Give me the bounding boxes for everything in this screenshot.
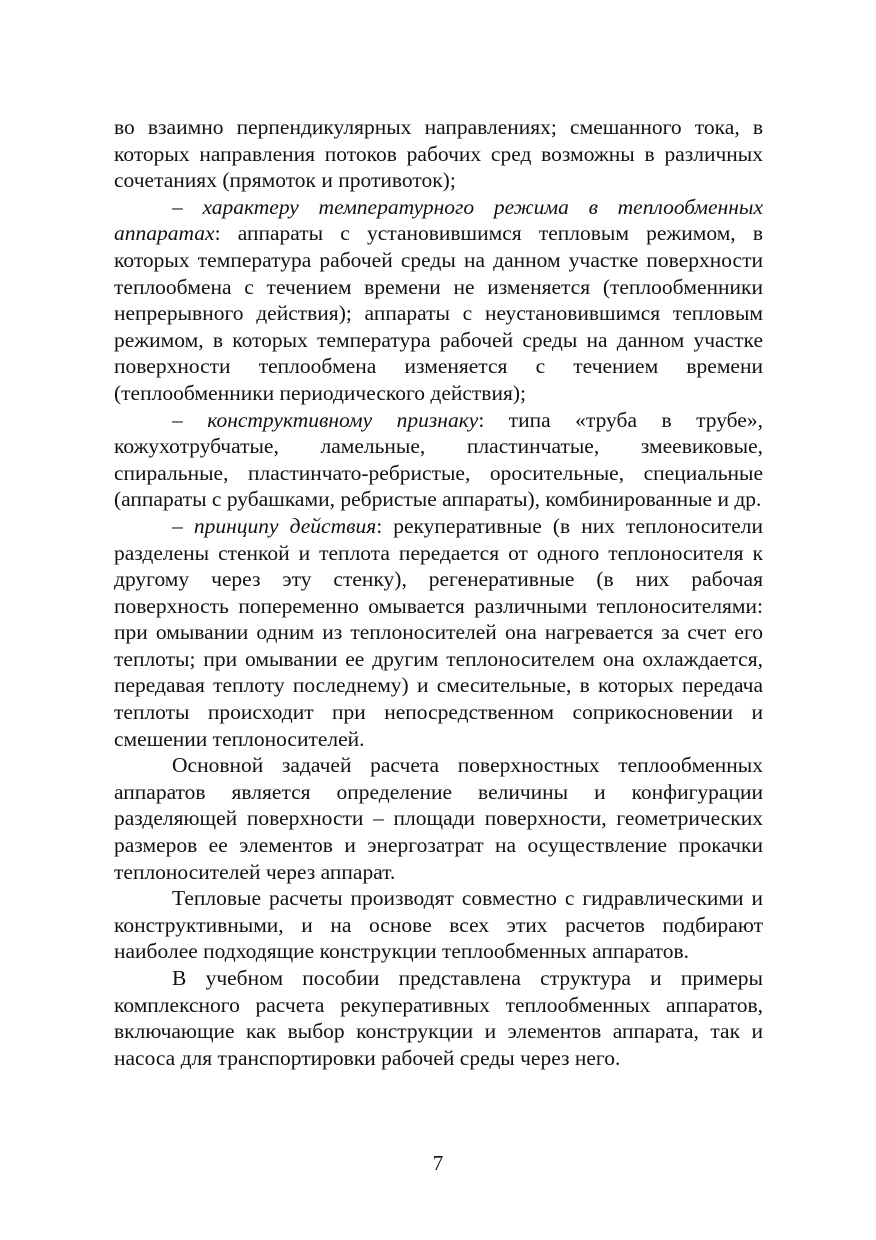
paragraph-operating-principle xyxy=(114,513,763,752)
term-operating-principle: – принципу действия xyxy=(172,513,377,538)
text-construction: : типа «труба в трубе», кожухотрубчатые, ламельные, пластинчатые, змеевиковые, спиральные, пластинчато-ребристые, оросительные, специальные (аппараты с рубашками, ребристые аппараты), комбинированные и др. xyxy=(114,407,763,512)
paragraph-flow-directions: во взаимно перпендикулярных направлениях; смешанного тока, в которых направления потоков рабочих сред возможны в различных сочетаниях (прямоток и противоток); xyxy=(114,115,763,193)
text-operating-principle: : рекуперативные (в них теплоносители разделены стенкой и теплота передается от одного теплоносителя к другому через эту стенку), регенеративные (в них рабочая поверхность попеременно омывается различными теплоносителями: при омывании одним из теплоносителей она нагревается за счет его теплоты; при омывании ее другим теплоносителем она охлаждается, передавая теплоту последнему) и смесительные, в которых передача теплоты происходит при непосредственном соприкосновении и смешении теплоносителей. xyxy=(114,513,763,751)
paragraph-temperature-regime xyxy=(114,194,763,407)
page-body xyxy=(114,114,763,1071)
paragraph-tutorial-structure: В учебном пособии представлена структура и примеры комплексного расчета рекуперативных теплообменных аппаратов, включающие как выбор конструкции и элементов аппарата, так и насоса для транспортировки рабочей среды через него. xyxy=(114,966,763,1070)
paragraph-main-task: Основной задачей расчета поверхностных теплообменных аппаратов является определение величины и конфигурации разделяющей поверхности – площади поверхности, геометрических размеров ее элементов и энергозатрат на осуществление прокачки теплоносителей через аппарат. xyxy=(114,753,763,884)
paragraph-construction xyxy=(114,407,763,513)
paragraph-thermal-calculations: Тепловые расчеты производят совместно с гидравлическими и конструктивными, и на основе всех этих расчетов подбирают наиболее подходящие конструкции теплообменных аппаратов. xyxy=(114,886,763,964)
term-temperature-regime: – характеру температурного режима в теплообменных аппаратах xyxy=(114,194,763,246)
page-number: 7 xyxy=(432,1151,444,1175)
term-construction: – конструктивному признаку xyxy=(172,407,479,432)
text-temperature-regime: : аппараты с установившимся тепловым режимом, в которых температура рабочей среды на данном участке поверхности теплообмена с течением времени не изменяется (теплообменники непрерывного действия); аппараты с неустановившимся тепловым режимом, в которых температура рабочей среды на данном участке поверхности теплообмена изменяется с течением времени (теплообменники периодического действия); xyxy=(114,221,763,405)
